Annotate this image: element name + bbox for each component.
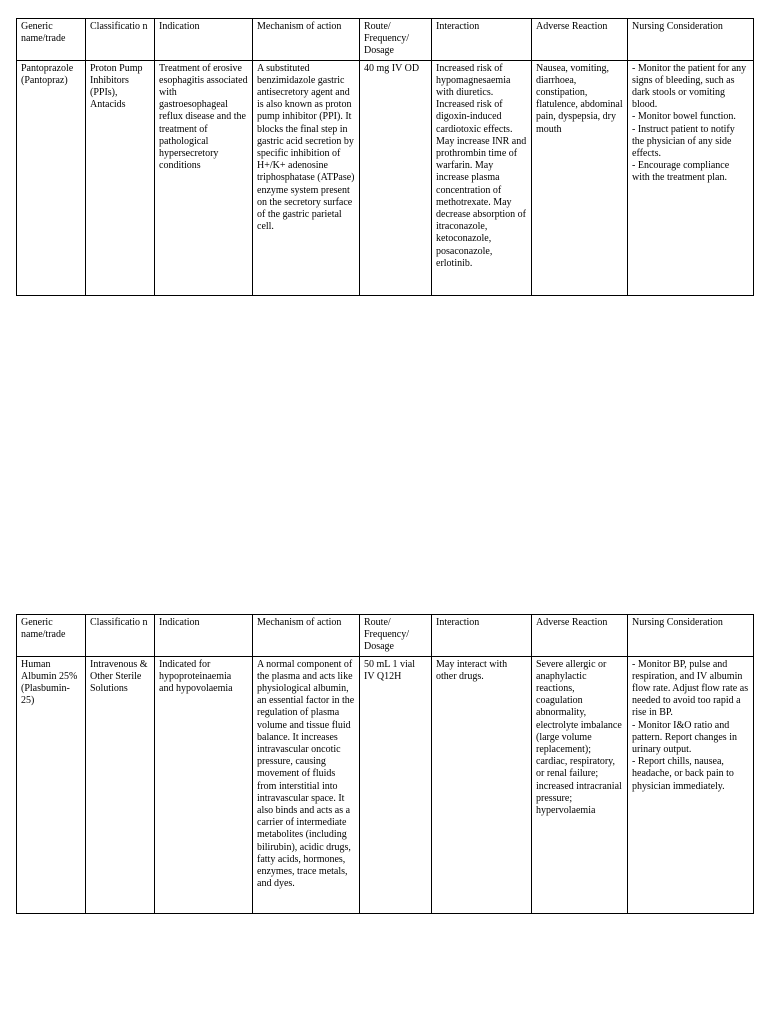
table-header-row xyxy=(17,19,754,61)
cell-classification: Intravenous & Other Sterile Solutions xyxy=(86,656,155,913)
header-interaction: Interaction xyxy=(432,19,532,61)
cell-indication: Indicated for hypoproteinaemia and hypovolaemia xyxy=(155,656,253,913)
cell-nursing-consideration: - Monitor BP, pulse and respiration, and IV albumin flow rate. Adjust flow rate as needed to avoid too rapid a rise in BP. - Monitor I&O ratio and pattern. Report changes in urinary output. - Report chills, nausea, headache, or back pain to physician immediately. xyxy=(628,656,754,913)
cell-mechanism: A normal component of the plasma and acts like physiological albumin, an essential factor in the regulation of plasma volume and tissue fluid balance. It increases intravascular oncotic pressure, causing movement of fluids from interstitial into intravascular space. It also binds and acts as a carrier of intermediate metabolites (including bilirubin), acidic drugs, fatty acids, hormones, enzymes, trace metals, and dyes. xyxy=(253,656,360,913)
drug-table-pantoprazole xyxy=(16,18,754,296)
header-classification: Classificatio n xyxy=(86,615,155,657)
header-indication: Indication xyxy=(155,19,253,61)
drug-table-human-albumin xyxy=(16,614,754,914)
cell-interaction: May interact with other drugs. xyxy=(432,656,532,913)
header-nursing-consideration: Nursing Consideration xyxy=(628,19,754,61)
header-nursing-consideration: Nursing Consideration xyxy=(628,615,754,657)
table-row xyxy=(17,60,754,295)
header-mechanism: Mechanism of action xyxy=(253,615,360,657)
header-generic-name: Generic name/trade xyxy=(17,615,86,657)
cell-nursing-consideration: - Monitor the patient for any signs of bleeding, such as dark stools or vomiting blood. - Monitor bowel function. - Instruct patient to notify the physician of any side effects. - Encourage compliance with the treatment plan. xyxy=(628,60,754,295)
cell-route: 50 mL 1 vial IV Q12H xyxy=(360,656,432,913)
table-header-row xyxy=(17,615,754,657)
cell-mechanism: A substituted benzimidazole gastric antisecretory agent and is also known as proton pump inhibitor (PPI). It blocks the final step in gastric acid secretion by specific inhibition of H+/K+ adenosine triphosphatase (ATPase) enzyme system present on the secretory surface of the gastric parietal cell. xyxy=(253,60,360,295)
header-adverse-reaction: Adverse Reaction xyxy=(532,615,628,657)
table-row xyxy=(17,656,754,913)
header-generic-name: Generic name/trade xyxy=(17,19,86,61)
header-route: Route/ Frequency/ Dosage xyxy=(360,19,432,61)
cell-adverse-reaction: Severe allergic or anaphylactic reactions, coagulation abnormality, electrolyte imbalance (large volume replacement); cardiac, respiratory, or renal failure; increased intracranial pressure; hypervolaemia xyxy=(532,656,628,913)
cell-indication: Treatment of erosive esophagitis associated with gastroesophageal reflux disease and the treatment of pathological hypersecretory conditions xyxy=(155,60,253,295)
cell-generic-name: Pantoprazole (Pantopraz) xyxy=(17,60,86,295)
header-interaction: Interaction xyxy=(432,615,532,657)
header-route: Route/ Frequency/ Dosage xyxy=(360,615,432,657)
cell-adverse-reaction: Nausea, vomiting, diarrhoea, constipation, flatulence, abdominal pain, dyspepsia, dry mouth xyxy=(532,60,628,295)
header-mechanism: Mechanism of action xyxy=(253,19,360,61)
header-adverse-reaction: Adverse Reaction xyxy=(532,19,628,61)
cell-generic-name: Human Albumin 25% (Plasbumin-25) xyxy=(17,656,86,913)
header-classification: Classificatio n xyxy=(86,19,155,61)
cell-route: 40 mg IV OD xyxy=(360,60,432,295)
cell-interaction: Increased risk of hypomagnesaemia with diuretics. Increased risk of digoxin-induced cardiotoxic effects. May increase INR and prothrombin time of warfarin. May increase plasma concentration of methotrexate. May decrease absorption of itraconazole, ketoconazole, posaconazole, erlotinib. xyxy=(432,60,532,295)
cell-classification: Proton Pump Inhibitors (PPIs), Antacids xyxy=(86,60,155,295)
header-indication: Indication xyxy=(155,615,253,657)
